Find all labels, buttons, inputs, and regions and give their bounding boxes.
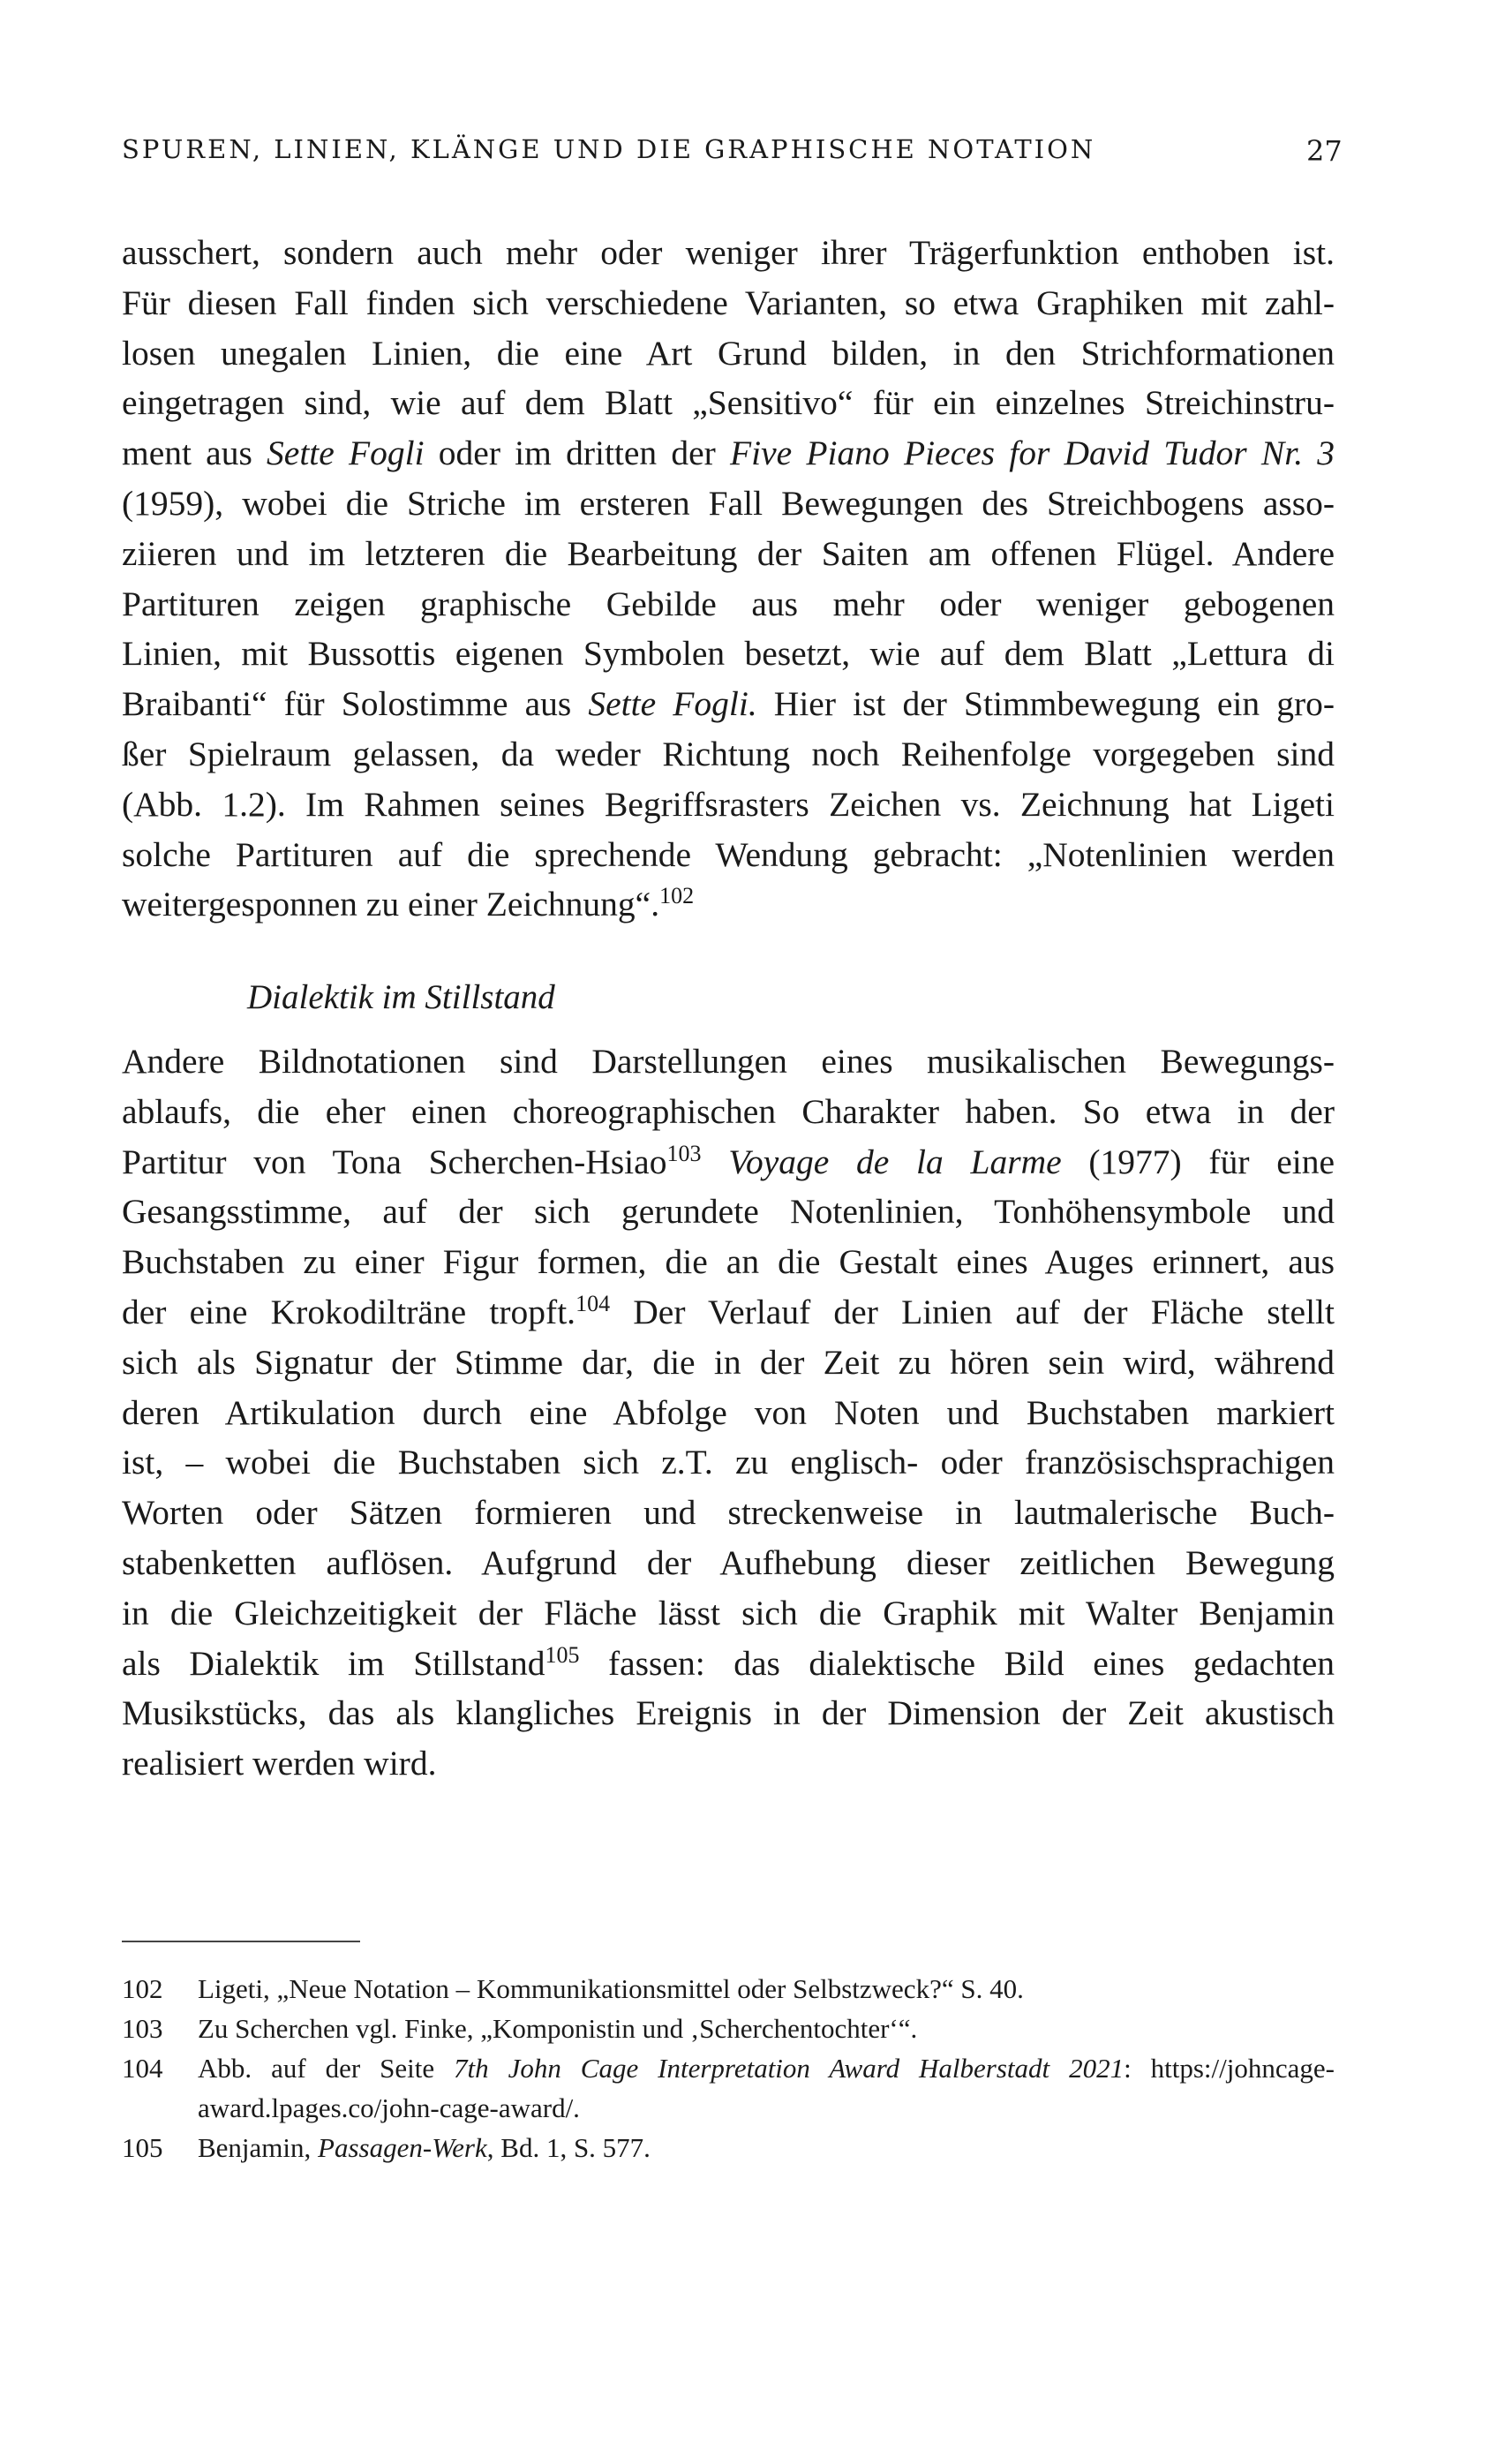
- text-line: [122, 428, 1335, 479]
- text-line: Andere Bildnotationen sind Darstellungen eines musikalischen Bewegungs-: [122, 1042, 1335, 1081]
- text-run: Abb. auf der Seite: [198, 2053, 455, 2084]
- footnote-104: [122, 2048, 1335, 2128]
- text-run: weitergesponnen zu einer Zeichnung“.: [122, 885, 660, 924]
- text-line: Gesangsstimme, auf der sich gerundete Notenlinien, Tonhöhensymbole und: [122, 1192, 1335, 1232]
- text-line: Buchstaben zu einer Figur formen, die an die Gestalt eines Auges erinnert, aus: [122, 1242, 1335, 1282]
- url-link[interactable]: award.lpages.co/john-cage-award/.: [198, 2092, 580, 2123]
- url-link[interactable]: : https://johncage-: [1124, 2053, 1335, 2084]
- text-line: ziieren und im letzteren die Bearbeitung der Saiten am offenen Flügel. Andere: [122, 533, 1335, 573]
- text-line: realisiert werden wird.: [122, 1744, 437, 1783]
- footnotes: [122, 1969, 1335, 2167]
- footnote-ref[interactable]: 102: [659, 883, 695, 909]
- text-line: [122, 679, 1335, 729]
- footnote-105: [122, 2128, 1335, 2167]
- text-line: Worten oder Sätzen formieren und streckenweise in lautmalerische Buch-: [122, 1493, 1335, 1533]
- text-line: eingetragen sind, wie auf dem Blatt „Sensitivo“ für ein einzelnes Streichinstru-: [122, 383, 1335, 423]
- text-run: Benjamin,: [198, 2132, 319, 2163]
- footnote-number: 104: [122, 2053, 163, 2084]
- text-line: (Abb. 1.2). Im Rahmen seines Begriffsrasters Zeichen vs. Zeichnung hat Ligeti: [122, 784, 1335, 824]
- text-run: ment aus: [122, 433, 267, 473]
- paragraph-2: [122, 1037, 1335, 1789]
- page-number: 27: [1306, 134, 1343, 168]
- text-line: losen unegalen Linien, die eine Art Grund bilden, in den Strichformationen: [122, 333, 1335, 373]
- text-line: [122, 1287, 1335, 1338]
- text-line: sich als Signatur der Stimme dar, die in der Zeit zu hören sein wird, während: [122, 1342, 1335, 1382]
- text-line: ist, – wobei die Buchstaben sich z.T. zu englisch- oder französischsprachigen: [122, 1443, 1335, 1482]
- running-head: SPUREN, LINIEN, KLÄNGE UND DIE GRAPHISCHE NOTATION: [122, 134, 1096, 164]
- text-line: Für diesen Fall finden sich verschiedene Varianten, so etwa Graphiken mit zahl-: [122, 283, 1335, 322]
- text-run: Hier ist der Stimmbewegung ein gro-: [756, 684, 1335, 724]
- footnote-number: 103: [122, 2013, 163, 2044]
- footnote-ref[interactable]: 105: [545, 1641, 580, 1668]
- work-title: Passagen-Werk: [318, 2132, 487, 2163]
- footnote-text: [198, 2128, 1335, 2167]
- text-line: deren Artikulation durch eine Abfolge von Noten und Buchstaben markiert: [122, 1392, 1335, 1432]
- work-title: Sette Fogli: [267, 433, 425, 473]
- text-run: (1977) für eine: [1061, 1142, 1335, 1181]
- footnote-102: [122, 1969, 1335, 2009]
- text-line: [122, 1639, 1335, 1689]
- footnote-ref[interactable]: 103: [666, 1140, 702, 1166]
- text-line: Partituren zeigen graphische Gebilde aus mehr oder weniger gebogenen: [122, 584, 1335, 623]
- text-run: oder im dritten der: [424, 433, 731, 473]
- footnote-ref[interactable]: 104: [575, 1290, 611, 1316]
- text-run: [701, 1142, 728, 1181]
- text-run: der eine Krokodilträne tropft.: [122, 1292, 576, 1331]
- text-line: [122, 1137, 1335, 1187]
- work-title: Voyage de la Larme: [728, 1142, 1062, 1181]
- text-line: in die Gleichzeitigkeit der Fläche lässt sich die Graphik mit Walter Benjamin: [122, 1593, 1335, 1632]
- text-run: fassen: das dialektische Bild eines gedachten: [579, 1643, 1335, 1683]
- text-run: Der Verlauf der Linien auf der Fläche stellt: [610, 1292, 1335, 1331]
- text-line: (1959), wobei die Striche im ersteren Fall Bewegungen des Streichbogens asso-: [122, 483, 1335, 523]
- footnote-text: Ligeti, „Neue Notation – Kommunikationsmittel oder Selbstzweck?“ S. 40.: [198, 1973, 1024, 2004]
- text-line: ablaufs, die eher einen choreographischen Charakter haben. So etwa in der: [122, 1091, 1335, 1131]
- text-line: stabenketten auflösen. Aufgrund der Aufhebung dieser zeitlichen Bewegung: [122, 1542, 1335, 1582]
- text-line: solche Partituren auf die sprechende Wendung gebracht: „Notenlinien werden: [122, 834, 1335, 874]
- footnote-text: [198, 2048, 1335, 2128]
- work-title: Sette Fogli.: [588, 684, 757, 724]
- footnote-number: 102: [122, 1973, 163, 2004]
- work-title: Five Piano Pieces for David Tudor Nr. 3: [730, 433, 1335, 473]
- footnote-number: 105: [122, 2132, 163, 2163]
- text-line: [198, 2048, 1335, 2088]
- footnote-103: [122, 2009, 1335, 2048]
- text-run: als Dialektik im Stillstand: [122, 1643, 545, 1683]
- section-heading: Dialektik im Stillstand: [247, 978, 555, 1016]
- text-line: Musikstücks, das als klangliches Ereignis in der Dimension der Zeit akustisch: [122, 1693, 1335, 1733]
- work-title: 7th John Cage Interpretation Award Halberstadt 2021: [454, 2053, 1125, 2084]
- text-run: , Bd. 1, S. 577.: [486, 2132, 651, 2163]
- footnote-text: Zu Scherchen vgl. Finke, „Komponistin und ‚Scherchentochter‘“.: [198, 2013, 918, 2044]
- footnote-divider: [122, 1941, 360, 1942]
- text-line: ßer Spielraum gelassen, da weder Richtung noch Reihenfolge vorgegeben sind: [122, 734, 1335, 773]
- text-run: Braibanti“ für Solostimme aus: [122, 684, 589, 724]
- text-line: ausschert, sondern auch mehr oder weniger ihrer Trägerfunktion enthoben ist.: [122, 233, 1335, 272]
- text-line: Linien, mit Bussottis eigenen Symbolen besetzt, wie auf dem Blatt „Lettura di: [122, 634, 1335, 674]
- text-line: [122, 879, 1335, 930]
- text-run: Partitur von Tona Scherchen-Hsiao: [122, 1142, 667, 1181]
- paragraph-1: [122, 228, 1335, 930]
